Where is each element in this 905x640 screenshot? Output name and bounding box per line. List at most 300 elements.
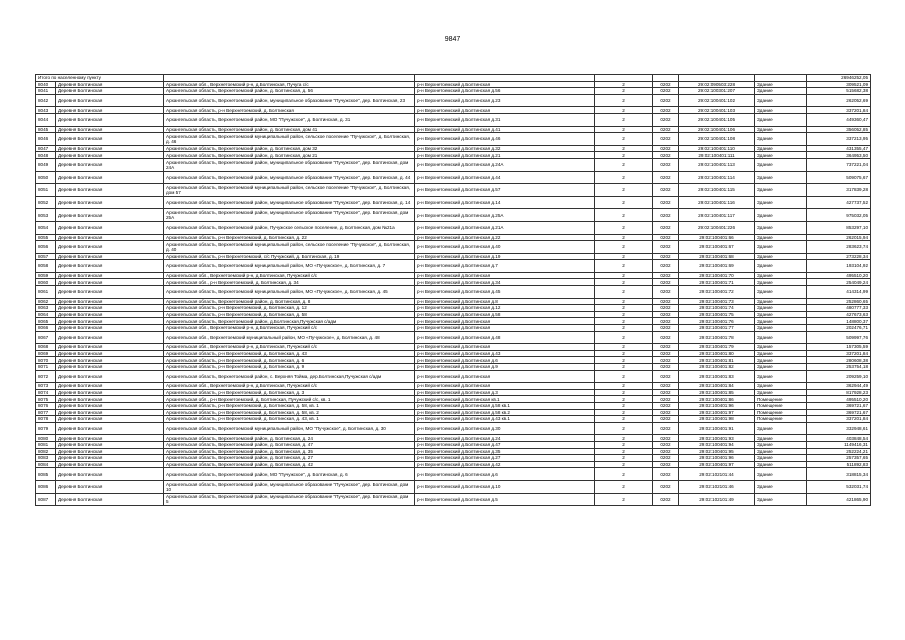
district-code: 0202 xyxy=(653,468,679,481)
location: р-н Верхнетоемский д.Болтинская д.40 xyxy=(415,241,595,254)
category-code: 2 xyxy=(595,448,653,455)
settlement-name: Деревня Болтинская xyxy=(56,171,164,184)
address: Архангельская область, р-н Верхнетоемский, д. Болтинская, д. 43, кв. 1 xyxy=(164,416,415,423)
cadastral-value: 515682,38 xyxy=(807,88,871,95)
row-number: 8050 xyxy=(36,171,56,184)
cadastral-number: 29:02:090503:228 xyxy=(679,81,755,88)
cadastral-value: 853297,10 xyxy=(807,221,871,234)
settlement-name: Деревня Болтинская xyxy=(56,422,164,435)
district-code: 0202 xyxy=(653,493,679,506)
cadastral-number: 29:02:100401:102 xyxy=(679,94,755,107)
cadastral-number: 29:02:100301:207 xyxy=(679,88,755,95)
object-type: Помещение xyxy=(755,396,807,403)
table-row xyxy=(36,196,871,209)
district-code: 0202 xyxy=(653,331,679,344)
location: р-н Верхнетоемский д.Болтинская д.48 xyxy=(415,331,595,344)
district-code: 0202 xyxy=(653,402,679,409)
district-code: 0202 xyxy=(653,422,679,435)
cadastral-number: 29:02:100401:66 xyxy=(679,234,755,241)
settlement-name: Деревня Болтинская xyxy=(56,298,164,305)
row-number: 8057 xyxy=(36,253,56,260)
table-row xyxy=(36,158,871,171)
object-type: Здание xyxy=(755,461,807,468)
row-number: 8056 xyxy=(36,241,56,254)
district-code: 0202 xyxy=(653,298,679,305)
category-code: 2 xyxy=(595,344,653,351)
object-type: Здание xyxy=(755,318,807,325)
category-code: 2 xyxy=(595,152,653,159)
location: р-н Верхнетоемский д.Болтинская д.6 xyxy=(415,468,595,481)
address: Архангельская обл., р-н Верхнетоемский, д. Болтинская, д. 34 xyxy=(164,279,415,286)
district-code: 0202 xyxy=(653,260,679,273)
address: Архангельская область, Верхнетоемский район, муниципальное образование "Пучужское", дер. Болтинская, 23 xyxy=(164,94,415,107)
address: Архангельская область, р-н Верхнетоемский, д. Болтинская, д. 43 xyxy=(164,350,415,357)
location: р-н Верхнетоемский д.Болтинская д.46 xyxy=(415,133,595,146)
address: Архангельская область, Верхнетоемский муниципальный район, МО «Пучужское», д. Болтинская, д. 7 xyxy=(164,260,415,273)
district-code: 0202 xyxy=(653,441,679,448)
category-code: 2 xyxy=(595,364,653,371)
cadastral-number: 29:02:100401:80 xyxy=(679,350,755,357)
cadastral-value: 318815,34 xyxy=(807,468,871,481)
row-number: 8066 xyxy=(36,325,56,332)
cadastral-number: 29:02:100401:113 xyxy=(679,158,755,171)
settlement-name: Деревня Болтинская xyxy=(56,311,164,318)
category-code: 2 xyxy=(595,298,653,305)
location: р-н Верхнетоемский д.Болтинская xyxy=(415,318,595,325)
settlement-name: Деревня Болтинская xyxy=(56,305,164,312)
location: р-н Верхнетоемский д.Болтинская д.9 xyxy=(415,364,595,371)
cadastral-value: 273228,34 xyxy=(807,253,871,260)
row-number: 8048 xyxy=(36,152,56,159)
object-type: Здание xyxy=(755,493,807,506)
district-code: 0202 xyxy=(653,253,679,260)
settlement-name: Деревня Болтинская xyxy=(56,196,164,209)
table-row xyxy=(36,221,871,234)
cadastral-number: 29:02:100401:83 xyxy=(679,370,755,383)
table-row xyxy=(36,357,871,364)
address: Архангельская область, Верхнетоемский район, д. Болтинская, д. 27 xyxy=(164,455,415,462)
row-number: 8082 xyxy=(36,448,56,455)
address: Архангельская область, Верхнетоемский район, д. Болтинская, д. 8 xyxy=(164,298,415,305)
cadastral-value: 254049,24 xyxy=(807,279,871,286)
settlement-name: Деревня Болтинская xyxy=(56,416,164,423)
address: Архангельская область, Верхнетоемский район, муниципальное образование "Пучужское", дер. Болтинская, дом 25А xyxy=(164,209,415,222)
object-type: Здание xyxy=(755,126,807,133)
address: Архангельская область, Верхнетоемский район, д. Болтинская, д. 47 xyxy=(164,441,415,448)
object-type: Здание xyxy=(755,286,807,299)
district-code: 0202 xyxy=(653,448,679,455)
address: Архангельская область, Верхнетоемский район, д. Болтинская, д. 24 xyxy=(164,435,415,442)
cadastral-number: 29:02:100401:75 xyxy=(679,311,755,318)
address: Архангельская область, р-н Верхнетоемский, д. Болтинская xyxy=(164,107,415,114)
cadastral-value: 509997,76 xyxy=(807,331,871,344)
cadastral-value: 317839,28 xyxy=(807,184,871,197)
district-code: 0202 xyxy=(653,88,679,95)
table-row xyxy=(36,94,871,107)
cadastral-value: 421865,90 xyxy=(807,493,871,506)
object-type: Здание xyxy=(755,357,807,364)
location: р-н Верхнетоемский д.Болтинская д.12 xyxy=(415,305,595,312)
district-code: 0202 xyxy=(653,133,679,146)
location: р-н Верхнетоемский д.Болтинская д.5 xyxy=(415,493,595,506)
row-number: 8075 xyxy=(36,396,56,403)
settlement-name: Деревня Болтинская xyxy=(56,331,164,344)
settlement-name: Деревня Болтинская xyxy=(56,133,164,146)
district-code: 0202 xyxy=(653,461,679,468)
category-code: 2 xyxy=(595,416,653,423)
object-type: Здание xyxy=(755,480,807,493)
district-code: 0202 xyxy=(653,221,679,234)
cadastral-value: 427737,52 xyxy=(807,196,871,209)
cadastral-value: 509075,67 xyxy=(807,171,871,184)
address: Архангельская область, р-н Верхнетоемский, д. Болтинская, д. 58 xyxy=(164,311,415,318)
row-number: 8073 xyxy=(36,383,56,390)
category-code: 2 xyxy=(595,94,653,107)
table-row xyxy=(36,171,871,184)
cadastral-number: 29:02:100401:68 xyxy=(679,253,755,260)
category-code: 2 xyxy=(595,209,653,222)
district-code: 0202 xyxy=(653,184,679,197)
settlement-name: Деревня Болтинская xyxy=(56,318,164,325)
cadastral-value: 332948,61 xyxy=(807,422,871,435)
row-number: 8076 xyxy=(36,402,56,409)
row-number: 8044 xyxy=(36,113,56,126)
category-code: 2 xyxy=(595,272,653,279)
category-code: 2 xyxy=(595,305,653,312)
cadastral-value: 737221,04 xyxy=(807,158,871,171)
cadastral-number: 29:02:100401:111 xyxy=(679,152,755,159)
cadastral-number: 29:02:100401:115 xyxy=(679,184,755,197)
location: р-н Верхнетоемский д.Болтинская д.21А xyxy=(415,221,595,234)
table-row xyxy=(36,344,871,351)
object-type: Здание xyxy=(755,107,807,114)
settlement-name: Деревня Болтинская xyxy=(56,126,164,133)
settlement-name: Деревня Болтинская xyxy=(56,260,164,273)
settlement-name: Деревня Болтинская xyxy=(56,396,164,403)
row-number: 8072 xyxy=(36,370,56,383)
district-code: 0202 xyxy=(653,196,679,209)
object-type: Помещение xyxy=(755,409,807,416)
cadastral-value: 480777,33 xyxy=(807,305,871,312)
location: р-н Верхнетоемский д.Болтинская д.14 xyxy=(415,196,595,209)
location: р-н Верхнетоемский д.Болтинская д.24 xyxy=(415,435,595,442)
category-code: 2 xyxy=(595,253,653,260)
object-type: Здание xyxy=(755,279,807,286)
cadastral-value: 262052,69 xyxy=(807,94,871,107)
category-code: 2 xyxy=(595,184,653,197)
object-type: Здание xyxy=(755,370,807,383)
cadastral-value: 817928,23 xyxy=(807,389,871,396)
table-row xyxy=(36,88,871,95)
table-row xyxy=(36,81,871,88)
table-row xyxy=(36,455,871,462)
cadastral-number: 29:02:100401:97 xyxy=(679,409,755,416)
table-row xyxy=(36,493,871,506)
cadastral-value: 280608,38 xyxy=(807,357,871,364)
address: Архангельская обл., Верхнетоемский р-н, д.Болтинская, Пучужский с/с xyxy=(164,272,415,279)
cadastral-value: 495510,20 xyxy=(807,272,871,279)
table-row xyxy=(36,298,871,305)
row-number: 8084 xyxy=(36,461,56,468)
category-code: 2 xyxy=(595,234,653,241)
cadastral-value: 337201,84 xyxy=(807,350,871,357)
table-row xyxy=(36,422,871,435)
location: р-н Верхнетоемский д.Болтинская д.57 xyxy=(415,184,595,197)
cadastral-number: 29:02:100401:116 xyxy=(679,196,755,209)
district-code: 0202 xyxy=(653,126,679,133)
district-code: 0202 xyxy=(653,272,679,279)
district-code: 0202 xyxy=(653,389,679,396)
table-row xyxy=(36,133,871,146)
address: Архангельская обл., Верхнетоемский муниципальный район, МО «Пучужское», д. Болтинская, д. 48 xyxy=(164,331,415,344)
object-type: Здание xyxy=(755,383,807,390)
row-number: 8058 xyxy=(36,260,56,273)
object-type: Здание xyxy=(755,260,807,273)
row-number: 8063 xyxy=(36,305,56,312)
object-type: Здание xyxy=(755,196,807,209)
row-number: 8065 xyxy=(36,318,56,325)
district-code: 0202 xyxy=(653,344,679,351)
cadastral-number: 29:02:100401:106 xyxy=(679,126,755,133)
district-code: 0202 xyxy=(653,279,679,286)
row-number: 8079 xyxy=(36,422,56,435)
district-code: 0202 xyxy=(653,383,679,390)
cadastral-number: 29:02:100401:70 xyxy=(679,272,755,279)
district-code: 0202 xyxy=(653,209,679,222)
cadastral-number: 29:02:100401:108 xyxy=(679,133,755,146)
settlement-name: Деревня Болтинская xyxy=(56,145,164,152)
address: Архангельская область, Верхнетоемский район, муниципальное образование "Пучужское", дер. Болтинская, д. 44 xyxy=(164,171,415,184)
location: р-н Верхнетоемский д.Болтинская д.56 xyxy=(415,88,595,95)
location: р-н Верхнетоемский д.Болтинская д.21 xyxy=(415,152,595,159)
cadastral-number: 29:02:100401:78 xyxy=(679,331,755,344)
table-row xyxy=(36,370,871,383)
row-number: 8043 xyxy=(36,107,56,114)
district-code: 0202 xyxy=(653,145,679,152)
table-row xyxy=(36,468,871,481)
location: р-н Верхнетоемский д.Болтинская xyxy=(415,370,595,383)
settlement-name: Деревня Болтинская xyxy=(56,234,164,241)
location: р-н Верхнетоемский д.Болтинская д.8 xyxy=(415,298,595,305)
address: Архангельская область, Верхнетоемский район, муниципальное образование "Пучужское", дер. Болтинская, дом 10 xyxy=(164,480,415,493)
cadastral-number: 29:02:100401:82 xyxy=(679,364,755,371)
row-number: 8086 xyxy=(36,480,56,493)
category-code: 2 xyxy=(595,409,653,416)
cadastral-value: 975032,05 xyxy=(807,209,871,222)
object-type: Здание xyxy=(755,272,807,279)
object-type: Здание xyxy=(755,234,807,241)
district-code: 0202 xyxy=(653,480,679,493)
settlement-name: Деревня Болтинская xyxy=(56,409,164,416)
table-row xyxy=(36,416,871,423)
object-type: Здание xyxy=(755,468,807,481)
table-row xyxy=(36,113,871,126)
table-row xyxy=(36,184,871,197)
category-code: 2 xyxy=(595,422,653,435)
address: Архангельская обл., Верхнетоемский р-н, д.Болтинская, Пучужский с/с xyxy=(164,383,415,390)
category-code: 2 xyxy=(595,396,653,403)
address: Архангельская область, Верхнетоемский район, МО "Пучужское", д. Болтинская, д. 31 xyxy=(164,113,415,126)
cadastral-value: 362944,49 xyxy=(807,383,871,390)
cadastral-value: 427673,63 xyxy=(807,311,871,318)
settlement-name: Деревня Болтинская xyxy=(56,448,164,455)
address: Архангельская область, Верхнетоемский район, д. Болтинская, д. 35 xyxy=(164,448,415,455)
category-code: 2 xyxy=(595,286,653,299)
cadastral-number: 29:02:100401:69 xyxy=(679,260,755,273)
cadastral-number: 29:02:100401:96 xyxy=(679,402,755,409)
cadastral-number: 29:02:100401:76 xyxy=(679,318,755,325)
object-type: Здание xyxy=(755,448,807,455)
cadastral-number: 29:02:102101:46 xyxy=(679,480,755,493)
object-type: Здание xyxy=(755,158,807,171)
district-code: 0202 xyxy=(653,171,679,184)
row-number: 8083 xyxy=(36,455,56,462)
cadastral-value: 431355,47 xyxy=(807,145,871,152)
location: р-н Верхнетоемский д.Болтинская xyxy=(415,383,595,390)
address: Архангельская область, Верхнетоемский муниципальный район, МО "Пучужское", д. Болтинская, д. 30 xyxy=(164,422,415,435)
cadastral-value: 253754,18 xyxy=(807,364,871,371)
category-code: 2 xyxy=(595,455,653,462)
table-row xyxy=(36,396,871,403)
object-type: Здание xyxy=(755,305,807,312)
property-register-table xyxy=(35,74,871,506)
object-type: Здание xyxy=(755,350,807,357)
cadastral-number: 29:02:102101:49 xyxy=(679,493,755,506)
table-row xyxy=(36,325,871,332)
object-type: Здание xyxy=(755,435,807,442)
cadastral-number: 29:02:100401:86 xyxy=(679,396,755,403)
cadastral-value: 252224,21 xyxy=(807,448,871,455)
row-number: 8077 xyxy=(36,409,56,416)
cadastral-number: 29:02:100401:81 xyxy=(679,357,755,364)
settlement-name: Деревня Болтинская xyxy=(56,389,164,396)
table-row xyxy=(36,364,871,371)
address: Архангельская область, Верхнетоемский муниципальный район, сельское поселение "Пучужское", д. Болтинская, дом 57 xyxy=(164,184,415,197)
cadastral-number: 29:02:102101:44 xyxy=(679,468,755,481)
district-code: 0202 xyxy=(653,81,679,88)
category-code: 2 xyxy=(595,126,653,133)
settlement-name: Деревня Болтинская xyxy=(56,107,164,114)
category-code: 2 xyxy=(595,221,653,234)
cadastral-value: 364953,50 xyxy=(807,152,871,159)
table-row xyxy=(36,402,871,409)
object-type: Здание xyxy=(755,88,807,95)
cadastral-value: 511892,83 xyxy=(807,461,871,468)
settlement-name: Деревня Болтинская xyxy=(56,325,164,332)
table-row xyxy=(36,311,871,318)
cadastral-number: 29:02:100401:117 xyxy=(679,209,755,222)
settlement-name: Деревня Болтинская xyxy=(56,253,164,260)
row-number: 8064 xyxy=(36,311,56,318)
settlement-name: Деревня Болтинская xyxy=(56,88,164,95)
district-code: 0202 xyxy=(653,350,679,357)
object-type: Помещение xyxy=(755,416,807,423)
cadastral-number: 29:02:100401:103 xyxy=(679,107,755,114)
category-code: 2 xyxy=(595,81,653,88)
category-code: 2 xyxy=(595,318,653,325)
category-code: 2 xyxy=(595,145,653,152)
object-type: Здание xyxy=(755,298,807,305)
cadastral-value: 337213,95 xyxy=(807,133,871,146)
table-row xyxy=(36,286,871,299)
table-row xyxy=(36,145,871,152)
settlement-name: Деревня Болтинская xyxy=(56,152,164,159)
object-type: Здание xyxy=(755,209,807,222)
cadastral-value: 252860,65 xyxy=(807,298,871,305)
table-row xyxy=(36,234,871,241)
location: р-н Верхнетоемский д.Болтинская д.3 xyxy=(415,389,595,396)
table-row xyxy=(36,272,871,279)
row-number: 8087 xyxy=(36,493,56,506)
district-code: 0202 xyxy=(653,113,679,126)
location: р-н Верхнетоемский д.Болтинская д.58 xyxy=(415,311,595,318)
table-body xyxy=(36,75,871,506)
location: р-н Верхнетоемский д.Болтинская д.7 xyxy=(415,260,595,273)
district-code: 0202 xyxy=(653,435,679,442)
location: р-н Верхнетоемский д.Болтинская д.22 xyxy=(415,234,595,241)
cadastral-number: 29:02:100401:110 xyxy=(679,145,755,152)
location: р-н Верхнетоемский д.Болтинская д.6 xyxy=(415,357,595,364)
location: р-н Верхнетоемский д.Болтинская д.58 кв.1 xyxy=(415,402,595,409)
category-code: 2 xyxy=(595,402,653,409)
object-type: Здание xyxy=(755,311,807,318)
category-code: 2 xyxy=(595,350,653,357)
category-code: 2 xyxy=(595,241,653,254)
category-code: 2 xyxy=(595,331,653,344)
cadastral-number: 29:02:100401:97 xyxy=(679,461,755,468)
cadastral-number: 29:02:100401:93 xyxy=(679,435,755,442)
cadastral-value: 337201,84 xyxy=(807,416,871,423)
location: р-н Верхнетоемский д.Болтинская д.43 кв.1 xyxy=(415,416,595,423)
object-type: Здание xyxy=(755,325,807,332)
cadastral-value: 157305,59 xyxy=(807,344,871,351)
category-code: 2 xyxy=(595,357,653,364)
category-code: 2 xyxy=(595,107,653,114)
table-row xyxy=(36,152,871,159)
table-row xyxy=(36,480,871,493)
table-row xyxy=(36,279,871,286)
table-row xyxy=(36,331,871,344)
category-code: 2 xyxy=(595,493,653,506)
row-number: 8046 xyxy=(36,133,56,146)
address: Архангельская область, Верхнетоемский муниципальный район, сельское поселение "Пучужское", д. Болтинская, д. 40 xyxy=(164,241,415,254)
table-row xyxy=(36,253,871,260)
location: р-н Верхнетоемский д.Болтинская кв.1 xyxy=(415,396,595,403)
district-code: 0202 xyxy=(653,158,679,171)
table-row xyxy=(36,209,871,222)
cadastral-value: 414314,99 xyxy=(807,286,871,299)
category-code: 2 xyxy=(595,461,653,468)
location: р-н Верхнетоемский д.Болтинская xyxy=(415,107,595,114)
row-number: 8068 xyxy=(36,344,56,351)
cadastral-number: 29:02:100401:77 xyxy=(679,325,755,332)
address: Архангельская область, Верхнетоемский район, д. Болтинская, дом 32 xyxy=(164,145,415,152)
object-type: Здание xyxy=(755,455,807,462)
settlement-name: Деревня Болтинская xyxy=(56,441,164,448)
address: Архангельская область, Верхнетоемский район, д. Болтинская, д. 42 xyxy=(164,461,415,468)
district-code: 0202 xyxy=(653,370,679,383)
cadastral-value: 449360,47 xyxy=(807,113,871,126)
object-type: Здание xyxy=(755,253,807,260)
row-number: 8071 xyxy=(36,364,56,371)
cadastral-value: 148800,37 xyxy=(807,318,871,325)
location: р-н Верхнетоемский д.Болтинская д.27 xyxy=(415,455,595,462)
row-number: 8051 xyxy=(36,184,56,197)
object-type: Помещение xyxy=(755,402,807,409)
object-type: Здание xyxy=(755,94,807,107)
row-number: 8055 xyxy=(36,234,56,241)
location: р-н Верхнетоемский д.Болтинская xyxy=(415,344,595,351)
